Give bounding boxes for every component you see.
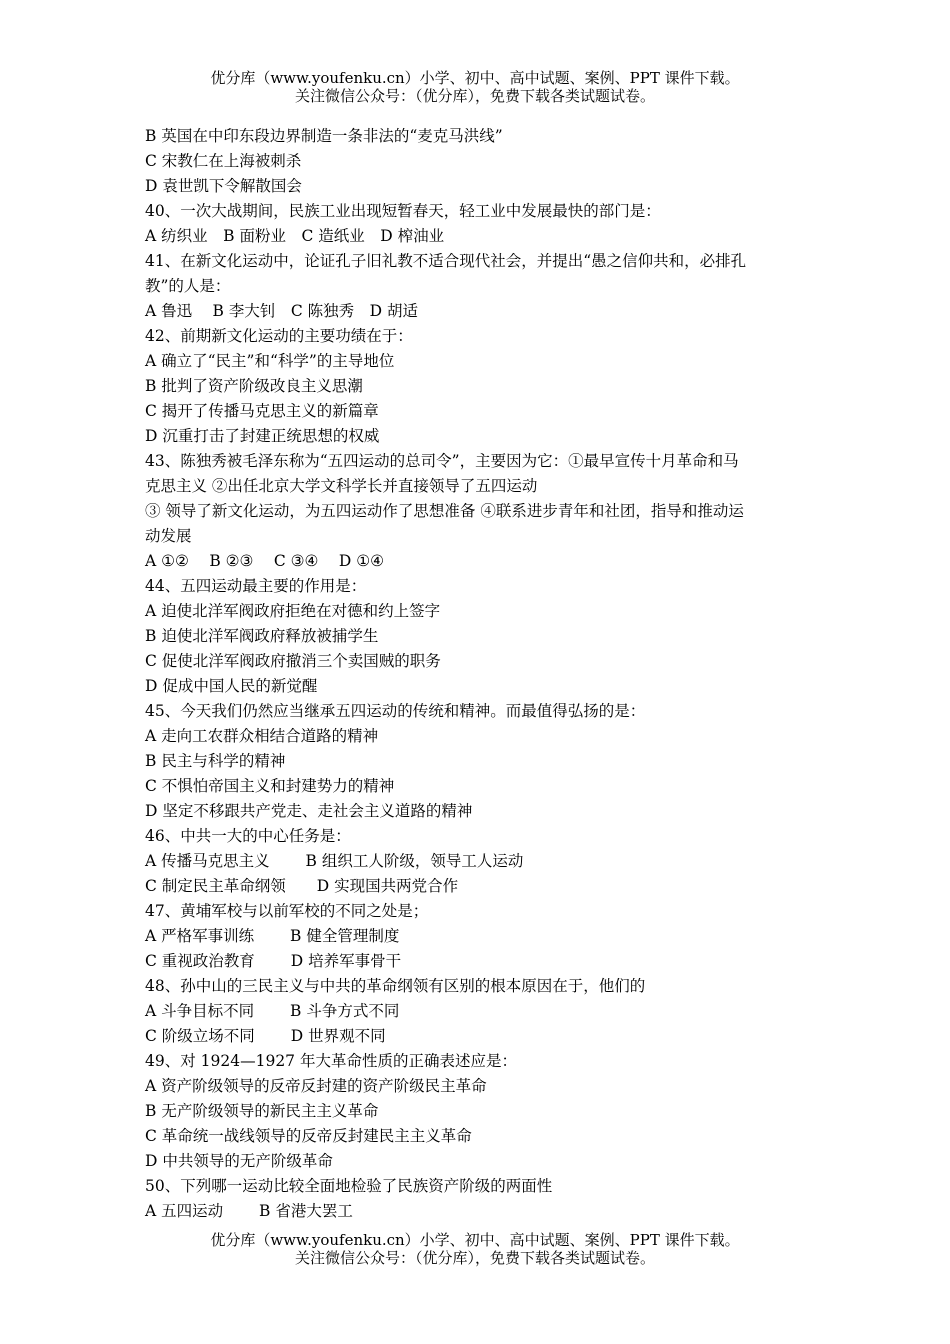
text-line-content: C 革命统一战线领导的反帝反封建民主主义革命 — [145, 1127, 472, 1145]
text-line-content: C 重视政治教育 D 培养军事骨干 — [145, 952, 402, 970]
text-line — [145, 924, 815, 949]
text-line-content: A 确立了“民主”和“科学”的主导地位 — [145, 352, 395, 370]
text-line-content: A ①② B ②③ C ③④ D ①④ — [145, 552, 385, 570]
text-line-content: C 揭开了传播马克思主义的新篇章 — [145, 402, 379, 420]
text-line-content: C 制定民主革命纲领 D 实现国共两党合作 — [145, 877, 459, 895]
text-line — [145, 724, 815, 749]
text-line-content: C 促使北洋军阀政府撤消三个卖国贼的职务 — [145, 652, 441, 670]
text-line-content: D 袁世凯下令解散国会 — [145, 177, 302, 195]
text-line — [145, 599, 815, 624]
document-body — [145, 124, 815, 1224]
text-line-content: 教”的人是： — [145, 277, 231, 295]
text-line-content: A 传播马克思主义 B 组织工人阶级，领导工人运动 — [145, 852, 524, 870]
text-line — [145, 899, 815, 924]
text-line — [145, 199, 815, 224]
text-line-content: A 严格军事训练 B 健全管理制度 — [145, 927, 400, 945]
text-line — [145, 424, 815, 449]
text-line — [145, 649, 815, 674]
text-line-content: 43、陈独秀被毛泽东称为“五四运动的总司令”，主要因为它：①最早宣传十月革命和马 — [145, 452, 739, 470]
page-header — [0, 69, 950, 105]
header-line-1: 优分库（www.youfenku.cn）小学、初中、高中试题、案例、PPT 课件下载。 — [210, 69, 740, 87]
text-line-content: B 批判了资产阶级改良主义思潮 — [145, 377, 363, 395]
text-line — [145, 624, 815, 649]
text-line-content: C 不惧怕帝国主义和封建势力的精神 — [145, 777, 395, 795]
text-line-content: B 民主与科学的精神 — [145, 752, 286, 770]
header-line-2: 关注微信公众号：（优分库），免费下载各类试题试卷。 — [294, 87, 655, 105]
text-line — [145, 799, 815, 824]
text-line — [145, 1199, 815, 1224]
text-line-content: D 沉重打击了封建正统思想的权威 — [145, 427, 380, 445]
text-line — [145, 774, 815, 799]
text-line — [145, 299, 815, 324]
footer-line-1: 优分库（www.youfenku.cn）小学、初中、高中试题、案例、PPT 课件下载。 — [210, 1231, 740, 1249]
text-line-content: B 迫使北洋军阀政府释放被捕学生 — [145, 627, 379, 645]
text-line-content: 动发展 — [145, 527, 192, 545]
text-line — [145, 1074, 815, 1099]
text-line-content: 49、对 1924—1927 年大革命性质的正确表述应是： — [145, 1052, 517, 1070]
text-line — [145, 224, 815, 249]
text-line-content: 46、中共一大的中心任务是： — [145, 827, 351, 845]
text-line-content: 42、前期新文化运动的主要功绩在于： — [145, 327, 413, 345]
text-line — [145, 699, 815, 724]
text-line-content: A 迫使北洋军阀政府拒绝在对德和约上签字 — [145, 602, 441, 620]
text-line — [145, 574, 815, 599]
text-line-content: 47、黄埔军校与以前军校的不同之处是； — [145, 902, 429, 920]
text-line — [145, 374, 815, 399]
text-line-content: D 中共领导的无产阶级革命 — [145, 1152, 333, 1170]
text-line — [145, 1149, 815, 1174]
text-line — [145, 1049, 815, 1074]
text-line — [145, 274, 815, 299]
text-line — [145, 249, 815, 274]
text-line-content: B 无产阶级领导的新民主主义革命 — [145, 1102, 379, 1120]
text-line — [145, 849, 815, 874]
text-line — [145, 974, 815, 999]
text-line — [145, 674, 815, 699]
text-line-content: 45、今天我们仍然应当继承五四运动的传统和精神。而最值得弘扬的是： — [145, 702, 646, 720]
text-line — [145, 149, 815, 174]
text-line-content: A 纺织业 B 面粉业 C 造纸业 D 榨油业 — [145, 227, 445, 245]
text-line-content: B 英国在中印东段边界制造一条非法的“麦克马洪线” — [145, 127, 503, 145]
page-footer — [0, 1231, 950, 1267]
text-line-content: A 斗争目标不同 B 斗争方式不同 — [145, 1002, 400, 1020]
text-line — [145, 349, 815, 374]
text-line — [145, 449, 815, 474]
text-line — [145, 999, 815, 1024]
text-line — [145, 499, 815, 524]
text-line-content: ③ 领导了新文化运动，为五四运动作了思想准备 ④联系进步青年和社团，指导和推动运 — [145, 502, 744, 520]
text-line-content: C 宋教仁在上海被刺杀 — [145, 152, 302, 170]
text-line — [145, 124, 815, 149]
text-line-content: A 五四运动 B 省港大罢工 — [145, 1202, 353, 1220]
text-line-content: 44、五四运动最主要的作用是： — [145, 577, 367, 595]
text-line-content: A 资产阶级领导的反帝反封建的资产阶级民主革命 — [145, 1077, 487, 1095]
text-line — [145, 324, 815, 349]
text-line-content: A 鲁迅 B 李大钊 C 陈独秀 D 胡适 — [145, 302, 419, 320]
text-line-content: 40、一次大战期间，民族工业出现短暂春天，轻工业中发展最快的部门是： — [145, 202, 661, 220]
text-line — [145, 949, 815, 974]
text-line — [145, 1124, 815, 1149]
text-line — [145, 549, 815, 574]
text-line-content: D 坚定不移跟共产党走、走社会主义道路的精神 — [145, 802, 473, 820]
text-line — [145, 524, 815, 549]
text-line — [145, 874, 815, 899]
text-line-content: 50、下列哪一运动比较全面地检验了民族资产阶级的两面性 — [145, 1177, 553, 1195]
text-line — [145, 474, 815, 499]
text-line — [145, 824, 815, 849]
footer-line-2: 关注微信公众号：（优分库），免费下载各类试题试卷。 — [294, 1249, 655, 1267]
text-line-content: 克思主义 ②出任北京大学文科学长并直接领导了五四运动 — [145, 477, 538, 495]
text-line — [145, 399, 815, 424]
text-line — [145, 1174, 815, 1199]
text-line-content: D 促成中国人民的新觉醒 — [145, 677, 318, 695]
text-line-content: 48、孙中山的三民主义与中共的革命纲领有区别的根本原因在于，他们的 — [145, 977, 646, 995]
text-line — [145, 174, 815, 199]
text-line-content: A 走向工农群众相结合道路的精神 — [145, 727, 379, 745]
text-line — [145, 749, 815, 774]
text-line — [145, 1024, 815, 1049]
text-line — [145, 1099, 815, 1124]
text-line-content: C 阶级立场不同 D 世界观不同 — [145, 1027, 386, 1045]
text-line-content: 41、在新文化运动中，论证孔子旧礼教不适合现代社会，并提出“愚之信仰共和，必排孔 — [145, 252, 747, 270]
